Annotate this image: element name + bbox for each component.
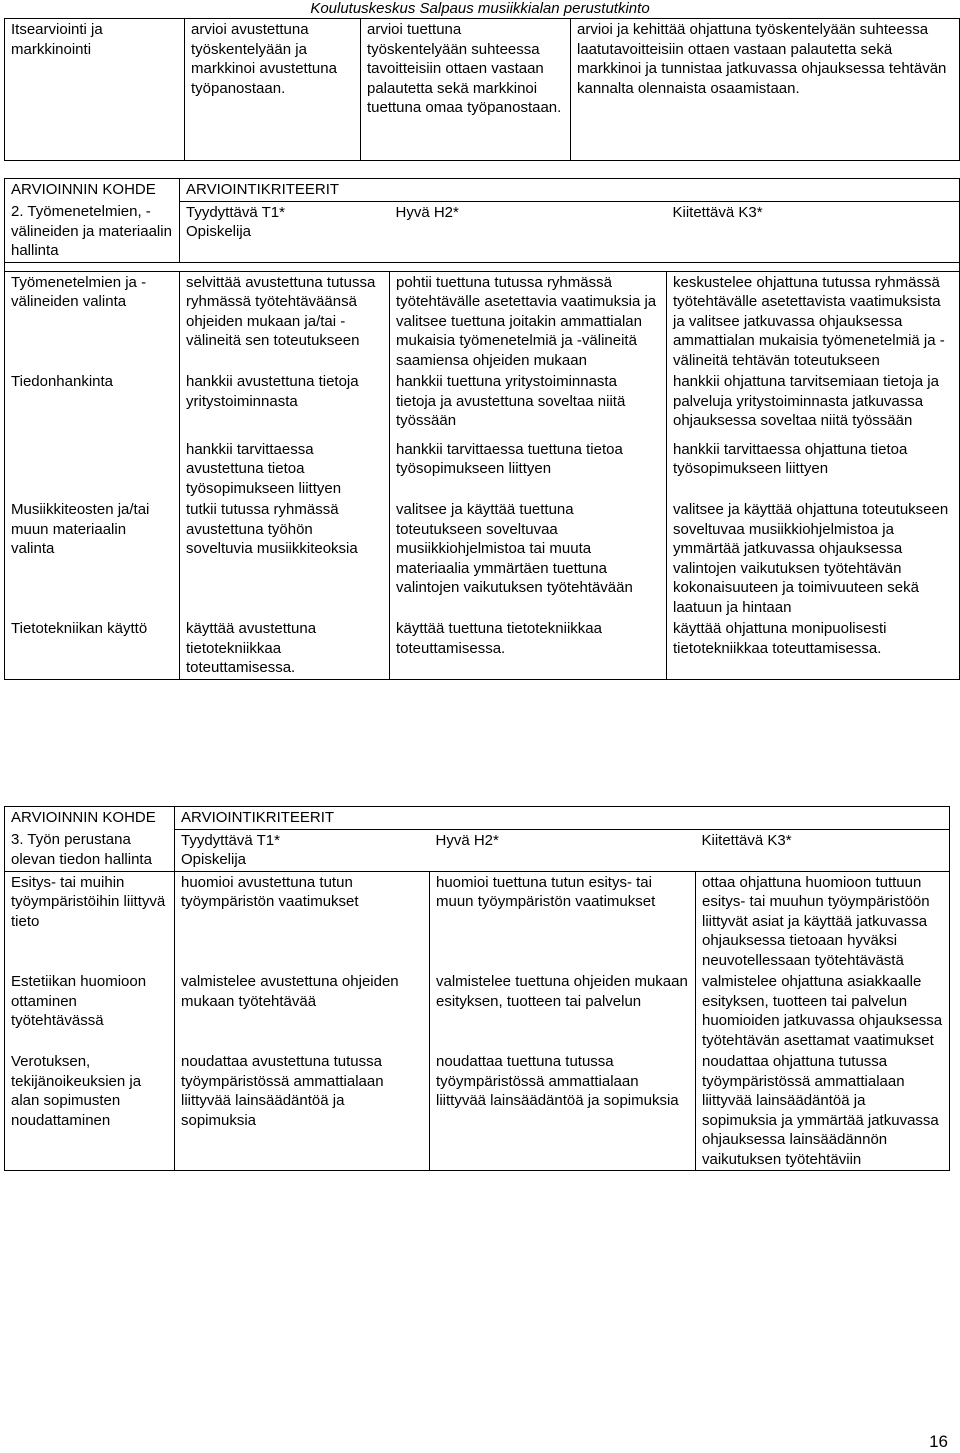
assessment-target-title: 3. Työn perustana olevan tiedon hallinta — [5, 829, 175, 871]
row-t1: selvittää avustettuna tutussa ryhmässä työtehtäväänsä ohjeiden mukaan ja/tai -välineitä sen toteutukseen — [180, 271, 390, 371]
table-row — [5, 499, 960, 618]
criteria-label: ARVIOINTIKRITEERIT — [180, 179, 960, 202]
row-t1: valmistelee avustettuna ohjeiden mukaan työtehtävää — [175, 971, 430, 1051]
row-h2: noudattaa tuettuna tutussa työympäristössä ammattialaan liittyvää lainsäädäntöä ja sopimuksia — [430, 1051, 696, 1171]
row-h2: valmistelee tuettuna ohjeiden mukaan esityksen, tuotteen tai palvelun — [430, 971, 696, 1051]
criteria-label: ARVIOINTIKRITEERIT — [175, 807, 950, 830]
row-t1: tutkii tutussa ryhmässä avustettuna työhön soveltuvia musiikkiteoksia — [180, 499, 390, 618]
row-label — [5, 432, 180, 500]
row-k3: valitsee ja käyttää ohjattuna toteutukseen soveltuvaa musiikkiohjelmistoa ja ymmärtää jatkuvassa ohjauksessa valintojen vaikutuksen työtehtävän kokonaisuuteen ja toimivuuteen sekä laatuun ja hintaan — [667, 499, 960, 618]
row-k3: käyttää ohjattuna monipuolisesti tietotekniikkaa toteuttamisessa. — [667, 618, 960, 679]
student-label: Opiskelija — [181, 851, 247, 868]
table-row — [5, 1051, 950, 1171]
criterion-t1: arvioi avustettuna työskentelyään ja markkinoi avustettuna työpanostaan. — [185, 19, 361, 161]
row-h2: hankkii tuettuna yritystoiminnasta tietoja ja avustettuna soveltaa niitä työssään — [390, 371, 667, 432]
row-t1: hankkii avustettuna tietoja yritystoiminnasta — [180, 371, 390, 432]
criterion-h2: arvioi tuettuna työskentelyään suhteessa tavoitteisiin ottaen vastaan palautetta sekä markkinoi tuettuna omaa työpanostaan. — [361, 19, 571, 161]
row-label: Työmenetelmien ja -välineiden valinta — [5, 271, 180, 371]
grade-h2-label: Hyvä H2* — [430, 829, 696, 871]
table-row — [5, 871, 950, 971]
table-row — [5, 432, 960, 500]
grade-t1-label: Tyydyttävä T1* — [186, 203, 285, 221]
row-k3: hankkii tarvittaessa ohjattuna tietoa työsopimukseen liittyen — [667, 432, 960, 500]
row-t1: hankkii tarvittaessa avustettuna tietoa työsopimukseen liittyen — [180, 432, 390, 500]
student-label: Opiskelija — [186, 223, 252, 240]
row-h2: pohtii tuettuna tutussa ryhmässä työtehtävälle asetettavia vaatimuksia ja valitsee tuettuna joitakin ammattialan mukaisia työmenetelmiä ja -välineitä saamiensa ohjeiden mukaan — [390, 271, 667, 371]
table-row — [5, 271, 960, 371]
row-h2: valitsee ja käyttää tuettuna toteutukseen soveltuvaa musiikkiohjelmistoa tai muuta materiaalia ymmärtäen tuettuna valintojen vaikutuksen työtehtävään — [390, 499, 667, 618]
criterion-label: Itsearviointi ja markkinointi — [5, 19, 185, 161]
grade-h2-label: Hyvä H2* — [390, 201, 667, 262]
row-label: Esitys- tai muihin työympäristöihin liittyvä tieto — [5, 871, 175, 971]
assessment-target-label: ARVIOINNIN KOHDE — [5, 807, 175, 830]
criterion-k3: arvioi ja kehittää ohjattuna työskentelyään suhteessa laatutavoitteisiin ottaen vastaan palautetta sekä markkinoi ja tunnistaa jatkuvassa ohjauksessa tehtävän kannalta olennaista osaamistaan. — [571, 19, 960, 161]
assessment-target-label: ARVIOINNIN KOHDE — [5, 179, 180, 202]
table-row — [5, 971, 950, 1051]
assessment-table-2 — [4, 178, 960, 680]
row-h2: käyttää tuettuna tietotekniikkaa toteuttamisessa. — [390, 618, 667, 679]
row-t1: käyttää avustettuna tietotekniikkaa toteuttamisessa. — [180, 618, 390, 679]
row-k3: noudattaa ohjattuna tutussa työympäristössä ammattialaan liittyvää lainsäädäntöä ja sopimuksia ja ymmärtää jatkuvassa ohjauksessa lainsäädännön vaikutuksen työtehtäviin — [696, 1051, 950, 1171]
row-label: Verotuksen, tekijänoikeuksien ja alan sopimusten noudattaminen — [5, 1051, 175, 1171]
table-row — [5, 371, 960, 432]
table-row — [5, 618, 960, 679]
row-k3: ottaa ohjattuna huomioon tuttuun esitys- tai muuhun työympäristöön liittyvät asiat ja käyttää jatkuvassa ohjauksessa tietoaan hyväksi neuvotellessaan työtehtävästä — [696, 871, 950, 971]
document-header: Koulutuskeskus Salpaus musiikkialan perustutkinto — [310, 0, 650, 17]
row-label: Tietotekniikan käyttö — [5, 618, 180, 679]
grade-t1-label: Tyydyttävä T1* — [181, 831, 280, 849]
grade-k3-label: Kiitettävä K3* — [696, 829, 950, 871]
row-k3: hankkii ohjattuna tarvitsemiaan tietoja ja palveluja yritystoiminnasta jatkuvassa ohjauksessa soveltaa niitä työssään — [667, 371, 960, 432]
row-h2: hankkii tarvittaessa tuettuna tietoa työsopimukseen liittyen — [390, 432, 667, 500]
assessment-table-3 — [4, 806, 950, 1171]
row-h2: huomioi tuettuna tutun esitys- tai muun työympäristön vaatimukset — [430, 871, 696, 971]
row-t1: noudattaa avustettuna tutussa työympäristössä ammattialaan liittyvää lainsäädäntöä ja sopimuksia — [175, 1051, 430, 1171]
row-k3: keskustelee ohjattuna tutussa ryhmässä työtehtävälle asetettavista vaatimuksista ja valitsee jatkuvassa ohjauksessa ammattialan mukaisia työmenetelmiä ja -välineitä tehtävän toteutukseen — [667, 271, 960, 371]
grade-k3-label: Kiitettävä K3* — [667, 201, 960, 262]
assessment-target-title: 2. Työmenetelmien, -välineiden ja materiaalin hallinta — [5, 201, 180, 262]
row-label: Musiikkiteosten ja/tai muun materiaalin valinta — [5, 499, 180, 618]
self-assessment-table — [4, 18, 960, 161]
page-number: 16 — [929, 1432, 948, 1451]
row-label: Tiedonhankinta — [5, 371, 180, 432]
row-k3: valmistelee ohjattuna asiakkaalle esityksen, tuotteen tai palvelun huomioiden jatkuvassa ohjauksessa työtehtävän asettamat vaatimukset — [696, 971, 950, 1051]
row-label: Estetiikan huomioon ottaminen työtehtävässä — [5, 971, 175, 1051]
row-t1: huomioi avustettuna tutun työympäristön vaatimukset — [175, 871, 430, 971]
